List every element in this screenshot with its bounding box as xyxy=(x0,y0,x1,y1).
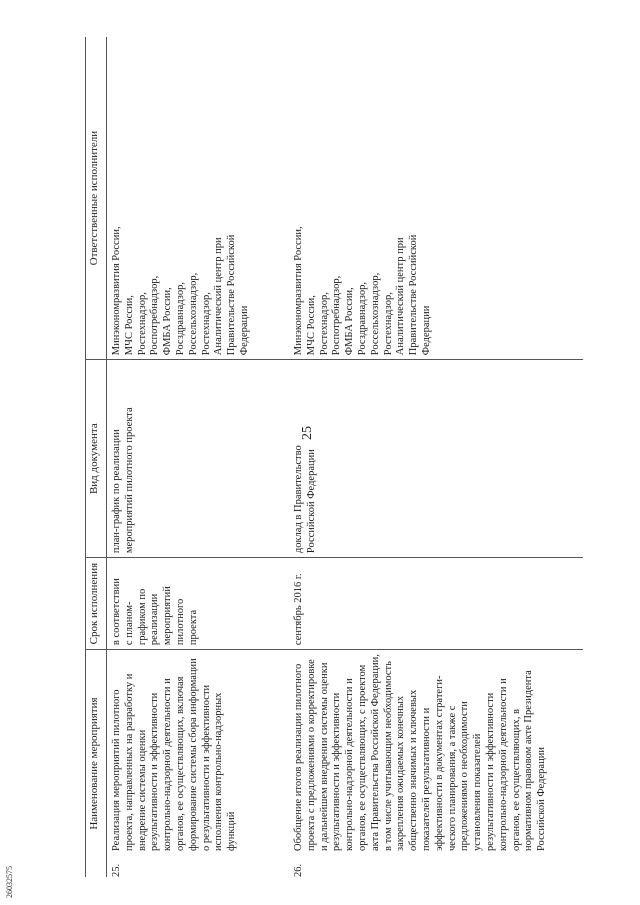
text-line: Ростехнадзор, xyxy=(200,292,212,356)
text-line: Федерации xyxy=(420,305,432,356)
text-line: МЧС России, xyxy=(305,295,317,356)
text-line: и дальнейшем внедрении системы оценки xyxy=(318,662,330,852)
text-line: Минэкономразвития России, xyxy=(293,226,304,356)
document-code: 26032575 xyxy=(5,866,14,898)
text-line: реализации xyxy=(149,593,161,646)
page-number: 25 xyxy=(300,426,315,440)
text-line: проекта xyxy=(187,609,199,646)
header-executors: Ответственные исполнители xyxy=(86,37,107,360)
text-line: о результативности и эффективности xyxy=(200,684,212,852)
text-line: исполнения контрольно-надзорных xyxy=(213,692,225,852)
row-number: 25. xyxy=(111,863,122,877)
text-line: Аналитический центр при xyxy=(213,237,225,356)
text-line: доклад в Правительство xyxy=(293,445,304,554)
text-line: Ростехнадзор, xyxy=(382,292,394,356)
text-line: формирование системы сбора информации xyxy=(187,658,199,852)
text-line: Правительстве Российской xyxy=(408,234,420,356)
text-line: Роспотребнадзор, xyxy=(149,275,161,356)
text-line: Аналитический центр при xyxy=(395,237,407,356)
measures-table xyxy=(85,37,583,877)
text-line: результативности и эффективности xyxy=(484,692,496,852)
header-measure-name: Наименование мероприятия xyxy=(86,650,107,877)
text-line: акта Правительства Российской Федерации, xyxy=(369,654,381,852)
text-line: органов, ее осуществляющих, с проектом xyxy=(356,664,368,852)
text-line: Россельхознадзор, xyxy=(187,272,199,356)
executors-cell xyxy=(107,37,290,360)
text-line: МЧС России, xyxy=(123,295,135,356)
text-line: закрепления ожидаемых конечных xyxy=(395,695,407,852)
text-line: функций xyxy=(226,811,238,852)
rotated-page-content xyxy=(85,29,601,887)
text-line: Роспотребнадзор, xyxy=(331,275,343,356)
text-line: проекта с предложениями о корректировке xyxy=(305,659,317,852)
text-line: мероприятий пилотного проекта xyxy=(123,407,135,554)
text-line: Федерации xyxy=(238,305,250,356)
text-line: Реализация мероприятий пилотного xyxy=(111,689,122,852)
text-line: сентябрь 2016 г. xyxy=(293,573,304,646)
text-line: с планом- xyxy=(123,601,135,646)
text-line: в соответствии xyxy=(111,578,122,646)
text-line: проекта, направленных на разработку и xyxy=(123,673,135,852)
text-line: показателей результативности и xyxy=(420,707,432,852)
text-line: эффективности в документах стратеги- xyxy=(433,675,445,852)
text-line: контрольно-надзорной деятельности и xyxy=(344,678,356,852)
text-line: предложениями о необходимости xyxy=(459,701,471,852)
text-line: Российской Федерации xyxy=(305,449,317,554)
table-row xyxy=(107,37,290,877)
text-line: Минэкономразвития России, xyxy=(111,226,122,356)
row-number: 26. xyxy=(293,863,304,877)
text-line: Росздравнадзор, xyxy=(174,282,186,356)
text-line: контрольно-надзорной деятельности и xyxy=(162,678,174,852)
header-document-type: Вид документа xyxy=(86,360,107,558)
text-line: общественно значимых и ключевых xyxy=(408,689,420,852)
text-line: нормативном правовом акте Президента xyxy=(523,670,535,852)
document-type-cell xyxy=(107,360,290,558)
text-line: Ростехнадзор, xyxy=(318,292,330,356)
text-line: пилотного xyxy=(174,598,186,646)
measure-name-cell xyxy=(289,650,583,855)
text-line: ФМБА России, xyxy=(344,287,356,356)
text-line: органов, ее осуществляющих, в xyxy=(510,709,522,852)
text-line: установления показателей xyxy=(472,733,484,852)
table-header-row xyxy=(86,37,107,877)
text-line: Россельхознадзор, xyxy=(369,272,381,356)
executors-cell xyxy=(289,37,583,360)
text-line: план-график по реализации xyxy=(111,429,122,554)
text-line: в том числе учитывающим необходимость xyxy=(382,661,394,852)
text-line: результативности и эффективности xyxy=(149,692,161,852)
measure-name-cell xyxy=(107,650,290,855)
text-line: контрольно-надзорной деятельности и xyxy=(497,678,509,852)
table-row xyxy=(289,37,583,877)
text-line: Правительстве Российской xyxy=(226,234,238,356)
text-line: мероприятий xyxy=(162,586,174,646)
text-line: ческого планирования, а также с xyxy=(446,705,458,852)
text-line: результативности и эффективности xyxy=(331,692,343,852)
text-line: графиком по xyxy=(136,588,148,646)
text-line: Российской Федерации xyxy=(536,747,548,852)
text-line: Росздравнадзор, xyxy=(356,282,368,356)
text-line: Ростехнадзор, xyxy=(136,292,148,356)
text-line: ФМБА России, xyxy=(162,287,174,356)
document-type-cell xyxy=(289,360,583,558)
deadline-cell xyxy=(107,558,290,650)
deadline-cell xyxy=(289,558,583,650)
text-line: органов, ее осуществляющих, включая xyxy=(174,676,186,852)
header-deadline: Срок исполнения xyxy=(86,558,107,650)
text-line: внедрение системы оценки xyxy=(136,729,148,852)
text-line: Обобщение итогов реализации пилотного xyxy=(293,663,304,852)
